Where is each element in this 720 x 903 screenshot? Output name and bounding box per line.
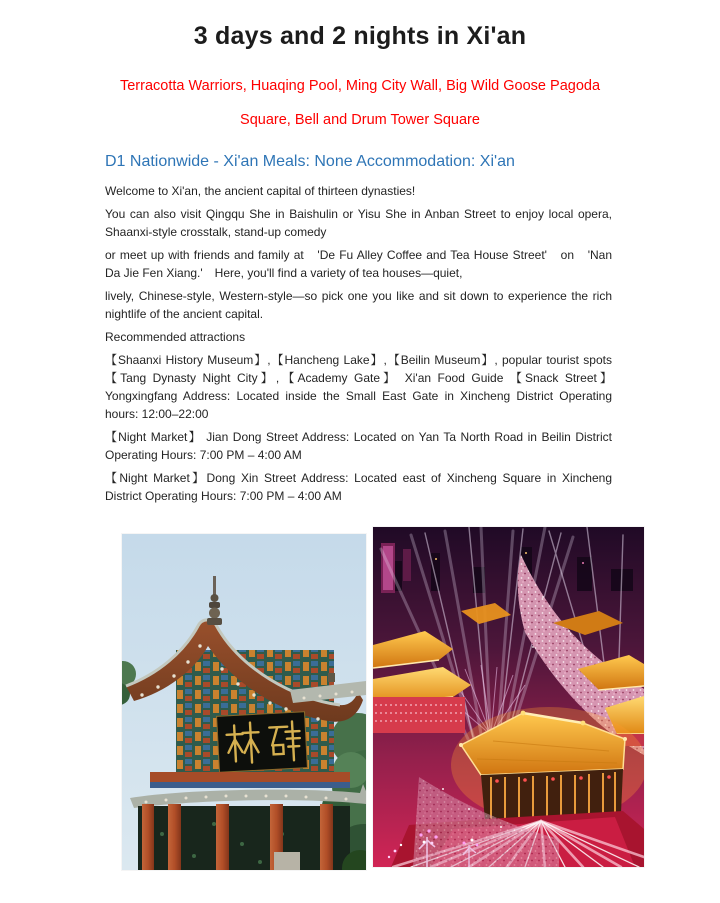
paragraph-opera: You can also visit Qingqu She in Baishulin or Yisu She in Anban Street to enjoy local opera, Shaanxi-style crosstalk, stand-up comedy bbox=[105, 207, 612, 239]
grand-hall bbox=[451, 707, 644, 823]
page-title: 3 days and 2 nights in Xi'an bbox=[193, 22, 527, 50]
paragraph-night-market-jian-dong: 【Night Market】 Jian Dong Street Address: Located on Yan Ta North Road in Beilin District Operating Hours: 7:00 PM – 4:00 AM bbox=[105, 430, 612, 462]
paragraph-attractions-list: 【Shaanxi History Museum】,【Hancheng Lake】,【Beilin Museum】, popular tourist spots 【Tang Dynasty Night City】,【Academy Gate】 Xi'an Food Guide 【Snack Street】 Yongxingfang Address: Located inside the Small East Gate in Xincheng District Operating hours: 12:00–22:00 bbox=[105, 353, 612, 421]
subtitle-line-2: Square, Bell and Drum Tower Square bbox=[240, 112, 480, 128]
paragraph-welcome: Welcome to Xi'an, the ancient capital of thirteen dynasties! bbox=[105, 184, 416, 198]
travel-document-page bbox=[0, 22, 720, 505]
tang-night-city-illustration bbox=[373, 527, 644, 867]
paragraph-nightlife: lively, Chinese-style, Western-style—so pick one you like and sit down to experience the rich nightlife of the ancient capital. bbox=[105, 289, 612, 321]
beilin-pavilion-illustration bbox=[122, 534, 366, 870]
paragraph-night-market-dong-xin: 【Night Market】Dong Xin Street Address: Located east of Xincheng Square in Xincheng District Operating Hours: 7:00 PM – 4:00 AM bbox=[105, 471, 612, 503]
subtitle-line-1: Terracotta Warriors, Huaqing Pool, Ming City Wall, Big Wild Goose Pagoda bbox=[119, 78, 601, 94]
body-text bbox=[105, 182, 612, 505]
beilin-pavilion-photo bbox=[122, 534, 366, 870]
tang-dynasty-night-city-photo bbox=[373, 527, 644, 867]
colonnade bbox=[138, 804, 350, 870]
plaque bbox=[217, 712, 308, 773]
day-1-heading: D1 Nationwide - Xi'an Meals: None Accommodation: Xi'an bbox=[105, 153, 515, 170]
paragraph-tea-street: or meet up with friends and family at 'De Fu Alley Coffee and Tea House Street' on 'Nan Da Jie Fen Xiang.' Here, you'll find a variety of tea houses—quiet, bbox=[105, 248, 612, 280]
paragraph-recommended-attractions: Recommended attractions bbox=[105, 330, 246, 344]
